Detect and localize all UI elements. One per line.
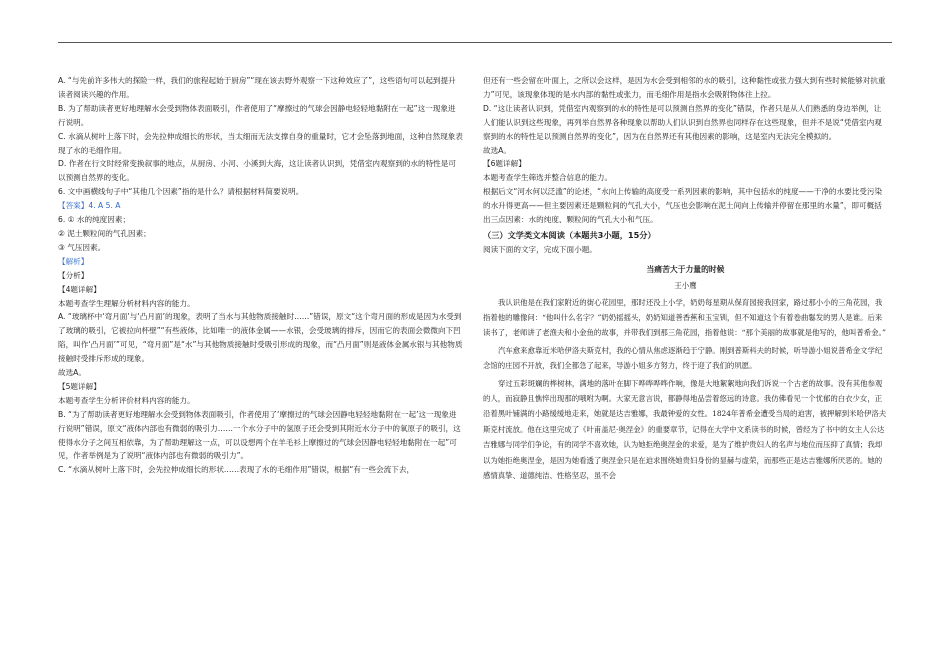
q6-line-1: 本题考查学生筛选并整合信息的能力。 (483, 173, 613, 183)
q6-label: 【6题详解】 (483, 159, 526, 169)
q5-line-2: B. “为了帮助读者更好地理解水会受到物体表面吸引，作者使用了‘摩擦过的气球会因静电轻轻地黏附在一起’这一现象进行说明”错误，原文“液体内部也有微弱的吸引力……一个水分子中的氢原子还会受到其附近水分子中的氧原子的吸引，这使得水分子之间互相依靠，为了帮助理解这一点，可以设想两个在羊毛衫上摩擦过的气球会因静电轻轻地黏附在一起”可见，作者举例是为了说明“液体内部也有微弱的吸引力”。 (58, 409, 461, 461)
q6-line-2: 根据后文“河水何以泛滥”的论述，“水向上传输的高度受一系列因素的影响，其中包括水的纯度——干净的水要比受污染的水升得更高——但主要因素还是颗粒间的气孔大小，气压也会影响在泥土间向上传输并停留在那里的水量”，即可概括出三点因素：水的纯度、颗粒间的气孔大小和气压。 (483, 187, 883, 225)
continued-c: 但还有一些会留在叶面上，之所以会这样，是因为水会受到相邻的水的吸引，这种黏性或张力强大到有些时候能够对抗重力”可见，该现象体现的是水内部的黏性或张力，而毛细作用是指水会吸附物体往上拉。 (483, 76, 886, 99)
analysis-d: D. “这让读者认识到，凭借室内观察到的水的特性是可以预测自然界的变化”错误，作者只是从人们熟悉的身边举例，让人们能认识到这些现象，再列举自然界各种现象以帮助人们认识到自然界也同样存在这些现象，但并不是说“凭借室内观察到的水的特性足以预测自然界的变化”，因为在自然界还有其他因素的影响，这是室内无法完全模拟的。 (483, 103, 882, 141)
jiexi-label: 【解析】 (58, 256, 89, 266)
option-c: C. 水滴从树叶上落下时，会先拉伸成细长的形状，当太细而无法支撑自身的重量时，它才会坠落到地面，这种自然现象表现了水的毛细作用。 (58, 131, 463, 155)
answer-line (58, 199, 463, 213)
option-a: A. “与先前许多伟大的探险一样，我们的旅程起始于厨房”“现在该去野外观察一下这种效应了”，这些语句可以起到提升读者阅读兴趣的作用。 (58, 76, 456, 99)
q6-answer-3: ③ 气压因素。 (58, 242, 106, 252)
q5-line-3: C. “水滴从树叶上落下时，会先拉伸成细长的形状……表现了水的毛细作用”错误，根据“有一些会流下去， (58, 465, 415, 475)
q4-line-2: A. “玻璃杯中‘弯月面’与‘凸月面’的现象，表明了当水与其他物质接触时……”错误，原文“这个弯月面的形成是因为水受到了玻璃的吸引，它被拉向杯壁”“有些液体，比如唯一的液体金属——水银，会受玻璃的排斥，因而它的表面会微微向下凹陷，叫作‘凸月面’”可见，“弯月面”是“水”与其他物质接触时受吸引形成的现象，而“凸月面”则是液体金属水银与其他物质接触时受排斥形成的现象。 (58, 312, 463, 364)
answer-text: 4. A 5. A (88, 201, 121, 211)
q5-label: 【5题详解】 (58, 381, 101, 391)
q4-label: 【4题详解】 (58, 284, 101, 294)
q6-answer-2: ② 泥土颗粒间的气孔因素； (58, 228, 151, 238)
story-paragraph-2: 汽车愈来愈靠近米哈伊洛夫斯克村，我的心情从焦虑逐渐趋于宁静。刚到普斯科夫的时候，听导游小姐说普希金文学纪念馆的庄园不开放，我们全都急了起来，导游小姐多方努力，终于迎了我们的夙愿。 (483, 345, 883, 371)
story-author: 王小鹰 (674, 280, 697, 290)
answer-label: 【答案】 (58, 201, 89, 211)
fenxi-label: 【分析】 (58, 270, 89, 280)
left-column (58, 74, 463, 477)
story-paragraph-3: 穿过五彩斑斓的桦树林，满地的落叶在脚下哗哗哗哗作响，像是大地絮絮地向我们诉说一个古老的故事。没有其他参观的人，而寂静且憔悴出现那的哦咐为啊。大家无意言说，都静得地品尝着悠远的诗意。我仿佛看见一个忧郁的白衣少女，正沿着黑叶铺满的小路缓缓地走来，她就是达吉雅娜，我最钟爱的女性。1824年普希金遭受当局的迫害，被押解到米哈伊洛夫斯克村流放。他在这里完成了《叶甫盖尼·奥涅金》的重要章节，记得在大学中文系读书的时候，曾经为了书中的女主人公达吉雅娜与同学们争论，有的同学不喜欢她，认为她拒绝奥涅金的求爱，是为了维护贵妇人的名声与地位而压抑了真情；我却以为她拒绝奥涅金，是因为她看透了奥涅金只是在迫求围绕她贵妇身份的显赫与虚荣，而那些正是达吉雅娜所厌恶的。她的感情真挚、道德纯洁、性格坚忍，虽不会 (483, 378, 887, 481)
choose-a: 故选A。 (483, 145, 511, 155)
option-b: B. 为了帮助读者更好地理解水会受到物体表面吸引，作者使用了“摩擦过的气球会因静电轻轻地黏附在一起”这一现象进行说明。 (58, 103, 456, 127)
story-paragraph-1: 我认识他是在我们家附近的街心花园里，那时还没上小学，奶奶每星期从保育园接我回家，路过那小小的三角花园，我指着他的雕像问：“他叫什么名字？”奶奶摇摇头，奶奶知道善香蕉和玉宝钏，但不知道这个有着卷曲鬈发的男人是谁。后来读书了，老师讲了老渔夫和小金鱼的故事，并带我们到那三角花园，指着他说：“那个美丽的故事就是他写的，他叫普希金。” (483, 297, 886, 338)
section-3-title: （三）文学类文本阅读（本题共3小题，15分） (483, 229, 656, 240)
reading-instruction: 阅读下面的文字，完成下面小题。 (483, 244, 597, 254)
q6-answer-1: 6. ① 水的纯度因素； (58, 215, 131, 225)
option-d: D. 作者在行文时经常变换叙事的地点，从厨房、小河、小溪到大海，这让读者认识到，凭借室内观察到的水的特性是可以预测自然界的变化。 (58, 159, 456, 183)
right-column (483, 74, 888, 483)
story-title: 当痛苦大于力量的时候 (646, 264, 725, 274)
q5-line-1: 本题考查学生分析评价材料内容的能力。 (58, 395, 195, 405)
q4-line-3: 故选A。 (58, 368, 86, 378)
q4-line-1: 本题考查学生理解分析材料内容的能力。 (58, 298, 195, 308)
question-6: 6. 文中画横线句子中“其他几个因素”指的是什么？请根据材料简要说明。 (58, 187, 304, 197)
top-divider (58, 42, 892, 43)
